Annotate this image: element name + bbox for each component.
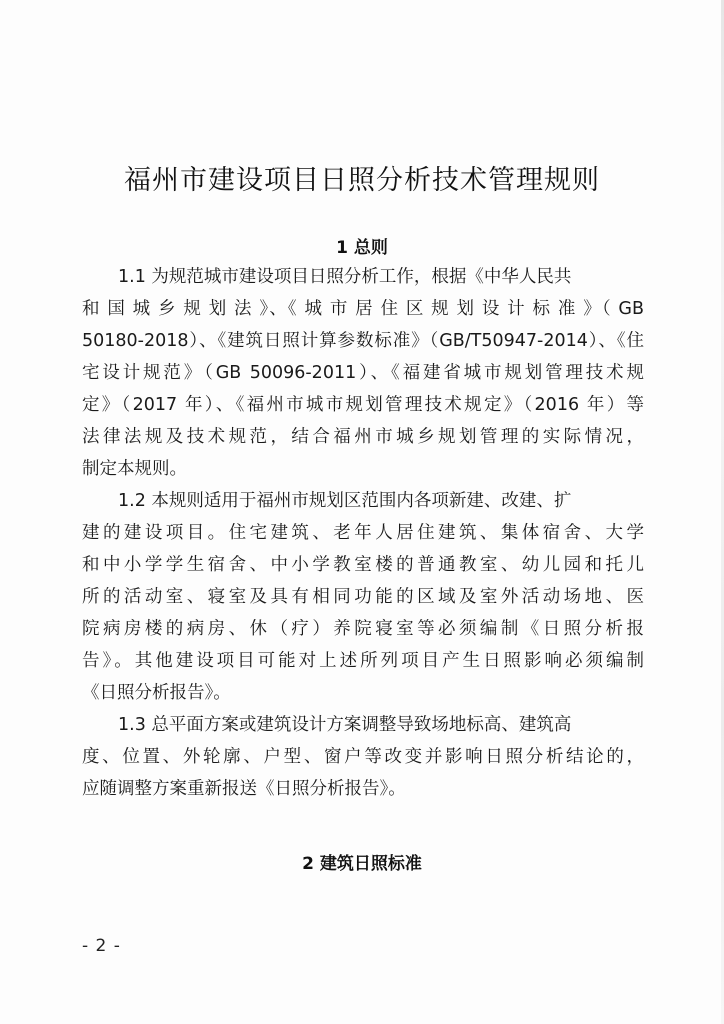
document-title: 福州市建设项目日照分析技术管理规则: [124, 165, 600, 196]
paragraph-line: 应随调整方案重新报送《日照分析报告》。: [82, 779, 406, 799]
paragraph-line: 制定本规则。: [82, 459, 187, 479]
paragraph-line: 宅设计规范》（GB 50096-2011）、《福建省城市规划管理技术规: [82, 363, 644, 383]
paragraph-line: 告》。其他建设项目可能对上述所列项目产生日照影响必须编制: [82, 651, 644, 671]
paragraph-line: 《日照分析报告》。: [82, 683, 231, 703]
paragraph-line: 院病房楼的病房、休（疗）养院寝室等必须编制《日照分析报: [82, 619, 644, 639]
paragraph-line: 建的建设项目。住宅建筑、老年人居住建筑、集体宿舍、大学: [82, 523, 644, 543]
page-number: - 2 -: [82, 936, 121, 956]
paragraph-line: 和中小学学生宿舍、中小学教室楼的普通教室、幼儿园和托儿: [82, 555, 644, 575]
paragraph-line: 1.2 本规则适用于福州市规划区范围内各项新建、改建、扩: [118, 491, 572, 511]
paragraph-line: 50180-2018）、《建筑日照计算参数标准》（GB/T50947-2014）、《住: [82, 331, 644, 351]
paragraph-line: 1.3 总平面方案或建筑设计方案调整导致场地标高、建筑高: [118, 715, 572, 735]
paragraph-line: 和 国 城 乡 规 划 法 》、《 城 市 居 住 区 规 划 设 计 标 准 》（ GB: [82, 299, 644, 319]
section-heading-sunlight-standard: 2 建筑日照标准: [302, 854, 422, 874]
section-heading-general: 1 总则: [336, 238, 388, 258]
paragraph-line: 度、位置、外轮廓、户型、窗户等改变并影响日照分析结论的，: [82, 747, 644, 767]
paragraph-line: 所的活动室、寝室及具有相同功能的区域及室外活动场地、医: [82, 587, 644, 607]
paragraph-line: 定》（2017 年）、《福州市城市规划管理技术规定》（2016 年）等: [82, 395, 644, 415]
paragraph-line: 1.1 为规范城市建设项目日照分析工作，根据《中华人民共: [118, 267, 572, 287]
paragraph-line: 法律法规及技术规范，结合福州市城乡规划管理的实际情况，: [82, 427, 644, 447]
